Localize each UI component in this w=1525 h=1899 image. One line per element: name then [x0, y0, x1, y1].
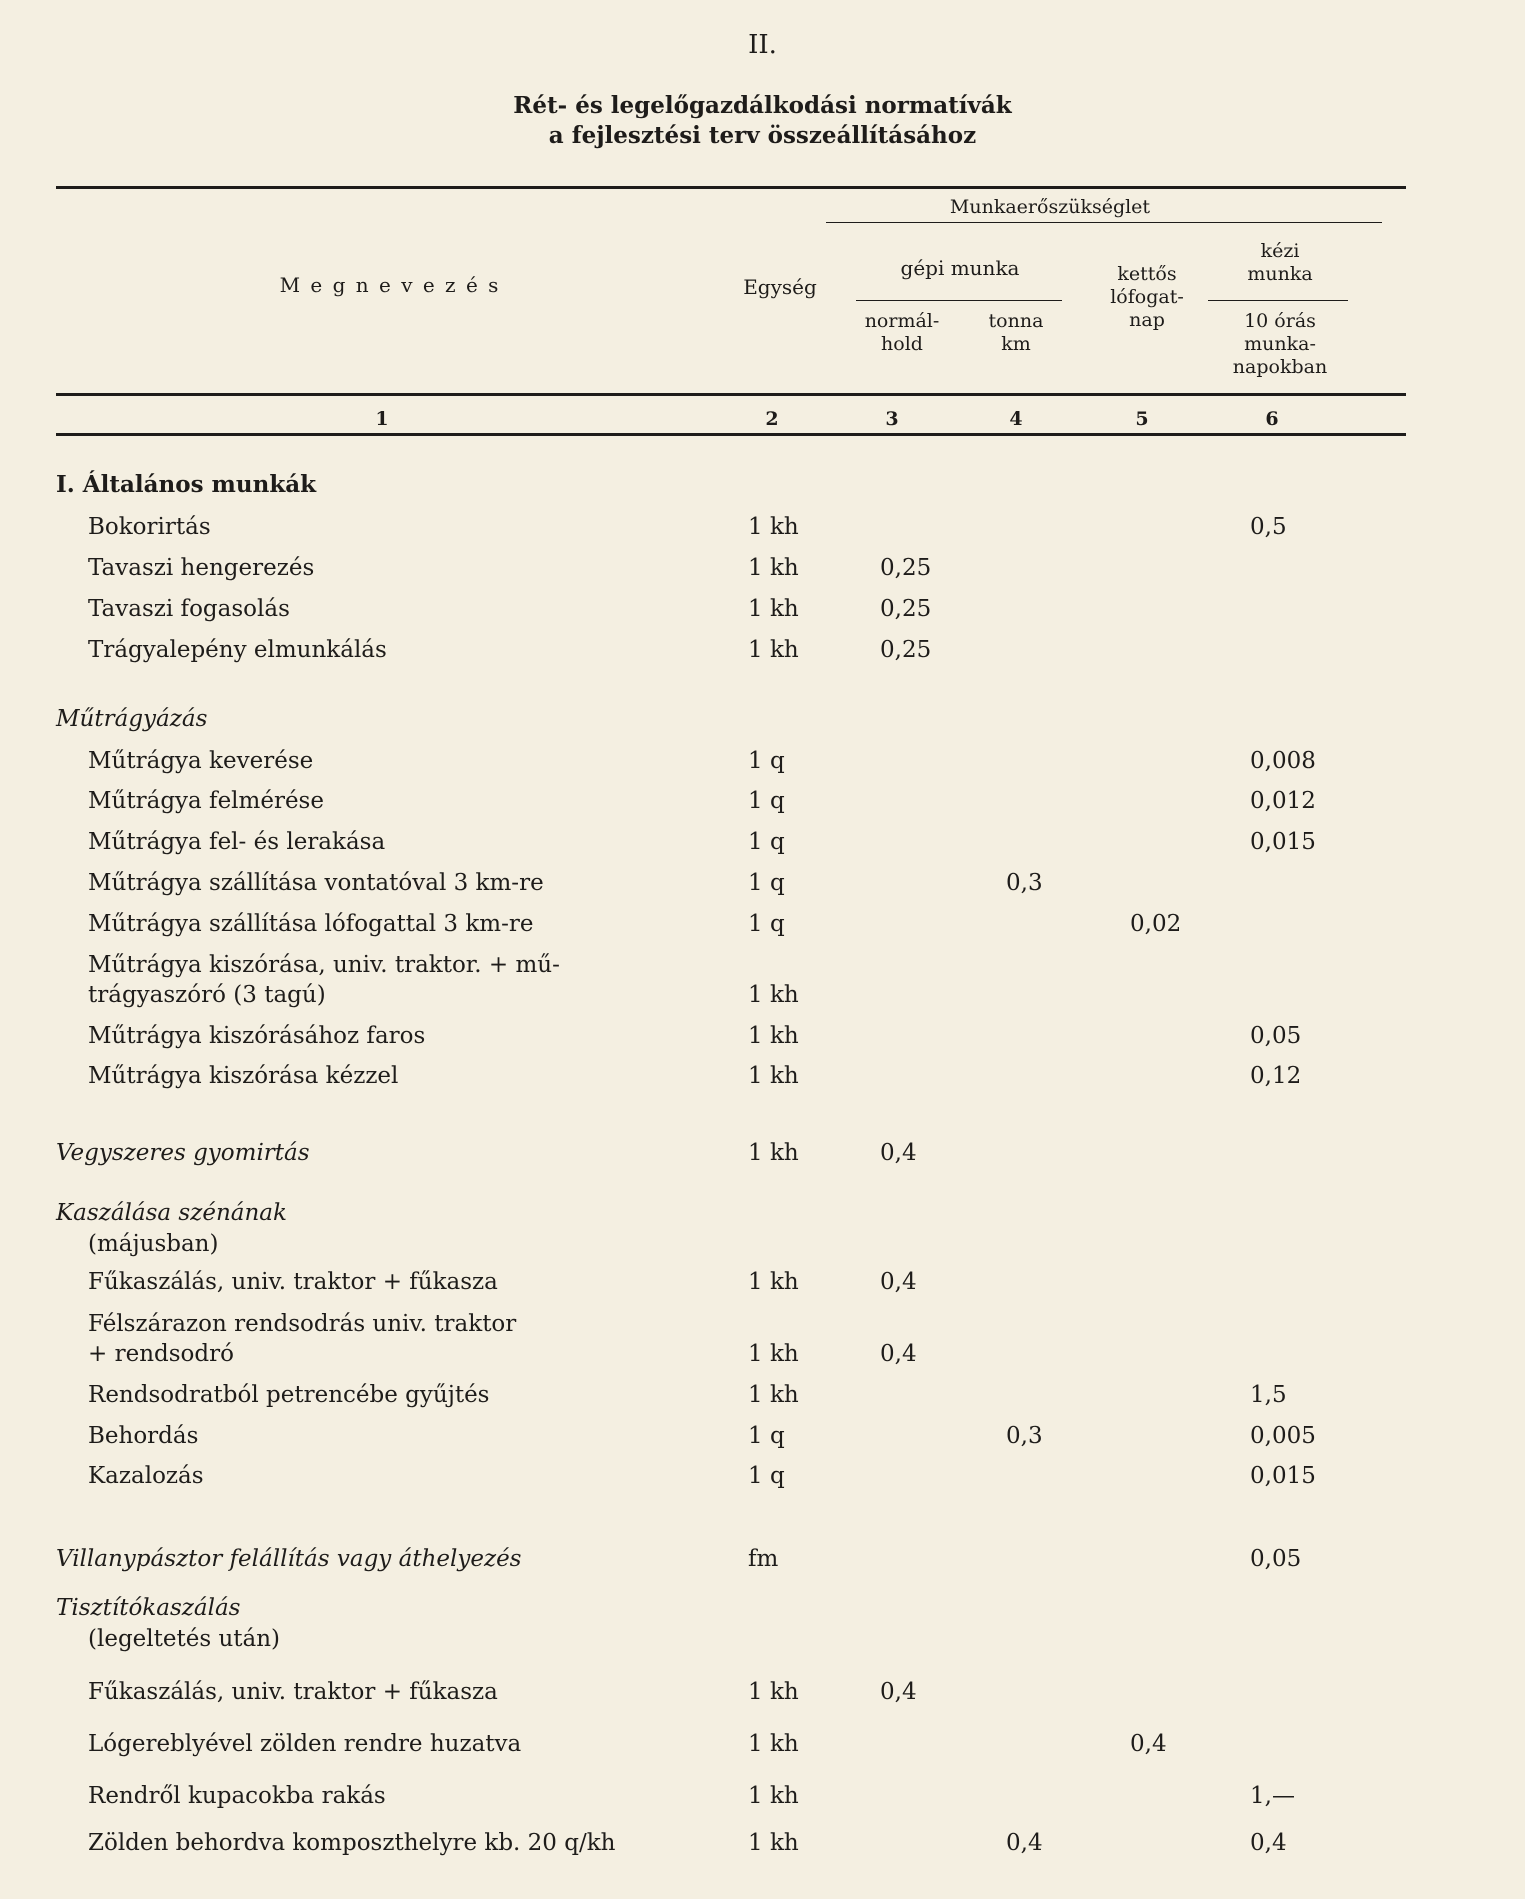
table-row — [0, 595, 1525, 629]
row-label: (májusban) — [88, 1231, 219, 1257]
row-label: Trágyalepény elmunkálás — [88, 637, 387, 663]
row-label: trágyaszóró (3 tagú) — [88, 982, 326, 1008]
row-unit: 1 kh — [748, 1140, 799, 1166]
table-row — [0, 705, 1525, 739]
row-label: Félszárazon rendsodrás univ. traktor — [88, 1311, 517, 1337]
table-row — [0, 1730, 1525, 1764]
cell-normal-hold: 0,25 — [880, 555, 932, 581]
table-row — [0, 1422, 1525, 1456]
row-label: Műtrágya fel- és lerakása — [88, 829, 386, 855]
row-unit: 1 kh — [748, 1382, 799, 1408]
cell-normal-hold: 0,25 — [880, 596, 932, 622]
header-manual-line-1: kézi — [1260, 240, 1300, 262]
row-label: Műtrágya keverése — [88, 748, 314, 774]
column-number-1: 1 — [375, 408, 389, 430]
row-label: Műtrágya kiszórásához faros — [88, 1023, 426, 1049]
cell-manual-days: 0,012 — [1250, 788, 1316, 814]
cell-manual-days: 0,05 — [1250, 1546, 1302, 1572]
row-unit: 1 q — [748, 788, 785, 814]
row-label: Behordás — [88, 1423, 199, 1449]
cell-horse-team: 0,02 — [1130, 911, 1182, 937]
table-row — [0, 1462, 1525, 1496]
cell-manual-days: 0,008 — [1250, 748, 1316, 774]
row-label: Tavaszi hengerezés — [88, 555, 315, 581]
cell-ton-km: 0,4 — [1006, 1830, 1043, 1856]
row-label: I. Általános munkák — [56, 471, 317, 498]
row-unit: 1 q — [748, 1423, 785, 1449]
cell-horse-team: 0,4 — [1130, 1731, 1167, 1757]
row-unit: 1 kh — [748, 1830, 799, 1856]
cell-normal-hold: 0,4 — [880, 1679, 917, 1705]
table-row — [0, 1625, 1525, 1659]
row-label: + rendsodró — [88, 1341, 234, 1367]
header-machine: gépi munka — [900, 256, 1020, 280]
cell-ton-km: 0,3 — [1006, 870, 1043, 896]
table-row — [0, 513, 1525, 547]
row-unit: 1 q — [748, 911, 785, 937]
row-unit: 1 q — [748, 870, 785, 896]
table-row — [0, 1310, 1525, 1344]
table-row — [0, 951, 1525, 985]
row-label: Tisztítókaszálás — [56, 1595, 241, 1621]
row-unit: fm — [748, 1546, 779, 1572]
cell-manual-days: 0,015 — [1250, 1463, 1316, 1489]
table-row — [0, 1022, 1525, 1056]
row-label: Bokorirtás — [88, 514, 211, 540]
row-unit: 1 kh — [748, 1063, 799, 1089]
row-label: Fűkaszálás, univ. traktor + fűkasza — [88, 1269, 498, 1295]
cell-normal-hold: 0,4 — [880, 1341, 917, 1367]
row-label: Lógereblyével zölden rendre huzatva — [88, 1731, 522, 1757]
header-manual-sub-line-2: munka- — [1244, 333, 1316, 355]
table-row — [0, 1678, 1525, 1712]
header-horse-line-2: lófogat- — [1110, 286, 1184, 308]
row-label: Rendről kupacokba rakás — [88, 1783, 386, 1809]
row-label: Műtrágya kiszórása kézzel — [88, 1063, 399, 1089]
row-unit: 1 kh — [748, 1269, 799, 1295]
cell-normal-hold: 0,4 — [880, 1140, 917, 1166]
row-label: Zölden behordva komposzthelyre kb. 20 q/kh — [88, 1830, 616, 1856]
table-row — [0, 636, 1525, 670]
row-unit: 1 kh — [748, 514, 799, 540]
row-unit: 1 q — [748, 1463, 785, 1489]
cell-manual-days: 0,12 — [1250, 1063, 1302, 1089]
table-row — [0, 1545, 1525, 1579]
table-row — [0, 910, 1525, 944]
row-unit: 1 kh — [748, 1341, 799, 1367]
header-name: M e g n e v e z é s — [279, 273, 501, 297]
column-number-2: 2 — [765, 408, 779, 430]
row-label: (legeltetés után) — [88, 1626, 281, 1652]
page-title-line-1: Rét- és legelőgazdálkodási normatívák — [513, 92, 1012, 119]
header-labor: Munkaerőszükséglet — [949, 196, 1151, 218]
table-row — [0, 1381, 1525, 1415]
row-label: Műtrágya szállítása vontatóval 3 km-re — [88, 870, 544, 896]
column-number-5: 5 — [1135, 408, 1149, 430]
row-label: Fűkaszálás, univ. traktor + fűkasza — [88, 1679, 498, 1705]
table-row — [0, 470, 1525, 504]
cell-manual-days: 0,05 — [1250, 1023, 1302, 1049]
table-row — [0, 1829, 1525, 1863]
header-horse-line-1: kettős — [1117, 263, 1177, 285]
table-row — [0, 747, 1525, 781]
row-unit: 1 q — [748, 829, 785, 855]
table-row — [0, 981, 1525, 1015]
page-title-line-2: a fejlesztési terv összeállításához — [548, 122, 977, 149]
row-label: Rendsodratból petrencébe gyűjtés — [88, 1382, 490, 1408]
table-row — [0, 869, 1525, 903]
row-unit: 1 q — [748, 748, 785, 774]
row-label: Műtrágyázás — [56, 706, 208, 732]
header-horse-line-3: nap — [1129, 309, 1165, 331]
table-row — [0, 787, 1525, 821]
cell-normal-hold: 0,25 — [880, 637, 932, 663]
row-label: Kazalozás — [88, 1463, 204, 1489]
row-unit: 1 kh — [748, 637, 799, 663]
row-label: Vegyszeres gyomirtás — [56, 1140, 310, 1166]
header-manual-sub-line-3: napokban — [1232, 356, 1328, 378]
header-tonkm-line-1: tonna — [988, 310, 1044, 332]
table-row — [0, 1268, 1525, 1302]
table-row — [0, 1199, 1525, 1233]
row-label: Villanypásztor felállítás vagy áthelyezés — [56, 1546, 522, 1572]
header-normal-line-2: hold — [881, 333, 923, 355]
row-unit: 1 kh — [748, 982, 799, 1008]
table-row — [0, 828, 1525, 862]
row-unit: 1 kh — [748, 1679, 799, 1705]
column-number-4: 4 — [1009, 408, 1023, 430]
page-number: II. — [748, 30, 777, 60]
row-unit: 1 kh — [748, 555, 799, 581]
table-row — [0, 1139, 1525, 1173]
table-row — [0, 1230, 1525, 1264]
cell-normal-hold: 0,4 — [880, 1269, 917, 1295]
table-row — [0, 1594, 1525, 1628]
row-unit: 1 kh — [748, 1023, 799, 1049]
cell-manual-days: 1,— — [1250, 1783, 1295, 1809]
table-row — [0, 1340, 1525, 1374]
row-label: Tavaszi fogasolás — [88, 596, 290, 622]
header-manual-line-2: munka — [1247, 263, 1313, 285]
header-unit: Egység — [743, 275, 817, 299]
row-label: Műtrágya szállítása lófogattal 3 km-re — [88, 911, 534, 937]
table-row — [0, 1782, 1525, 1816]
table-row — [0, 554, 1525, 588]
row-label: Műtrágya felmérése — [88, 788, 324, 814]
column-number-6: 6 — [1265, 408, 1279, 430]
cell-manual-days: 0,015 — [1250, 829, 1316, 855]
row-unit: 1 kh — [748, 596, 799, 622]
row-unit: 1 kh — [748, 1783, 799, 1809]
cell-manual-days: 0,5 — [1250, 514, 1287, 540]
row-unit: 1 kh — [748, 1731, 799, 1757]
row-label: Kaszálása szénának — [56, 1200, 287, 1226]
cell-ton-km: 0,3 — [1006, 1423, 1043, 1449]
column-number-3: 3 — [885, 408, 899, 430]
cell-manual-days: 1,5 — [1250, 1382, 1287, 1408]
cell-manual-days: 0,005 — [1250, 1423, 1316, 1449]
row-label: Műtrágya kiszórása, univ. traktor. + mű- — [88, 952, 560, 978]
table-row — [0, 1062, 1525, 1096]
cell-manual-days: 0,4 — [1250, 1830, 1287, 1856]
header-manual-sub-line-1: 10 órás — [1244, 310, 1316, 332]
header-normal-line-1: normál- — [864, 310, 940, 332]
header-tonkm-line-2: km — [1001, 333, 1031, 355]
